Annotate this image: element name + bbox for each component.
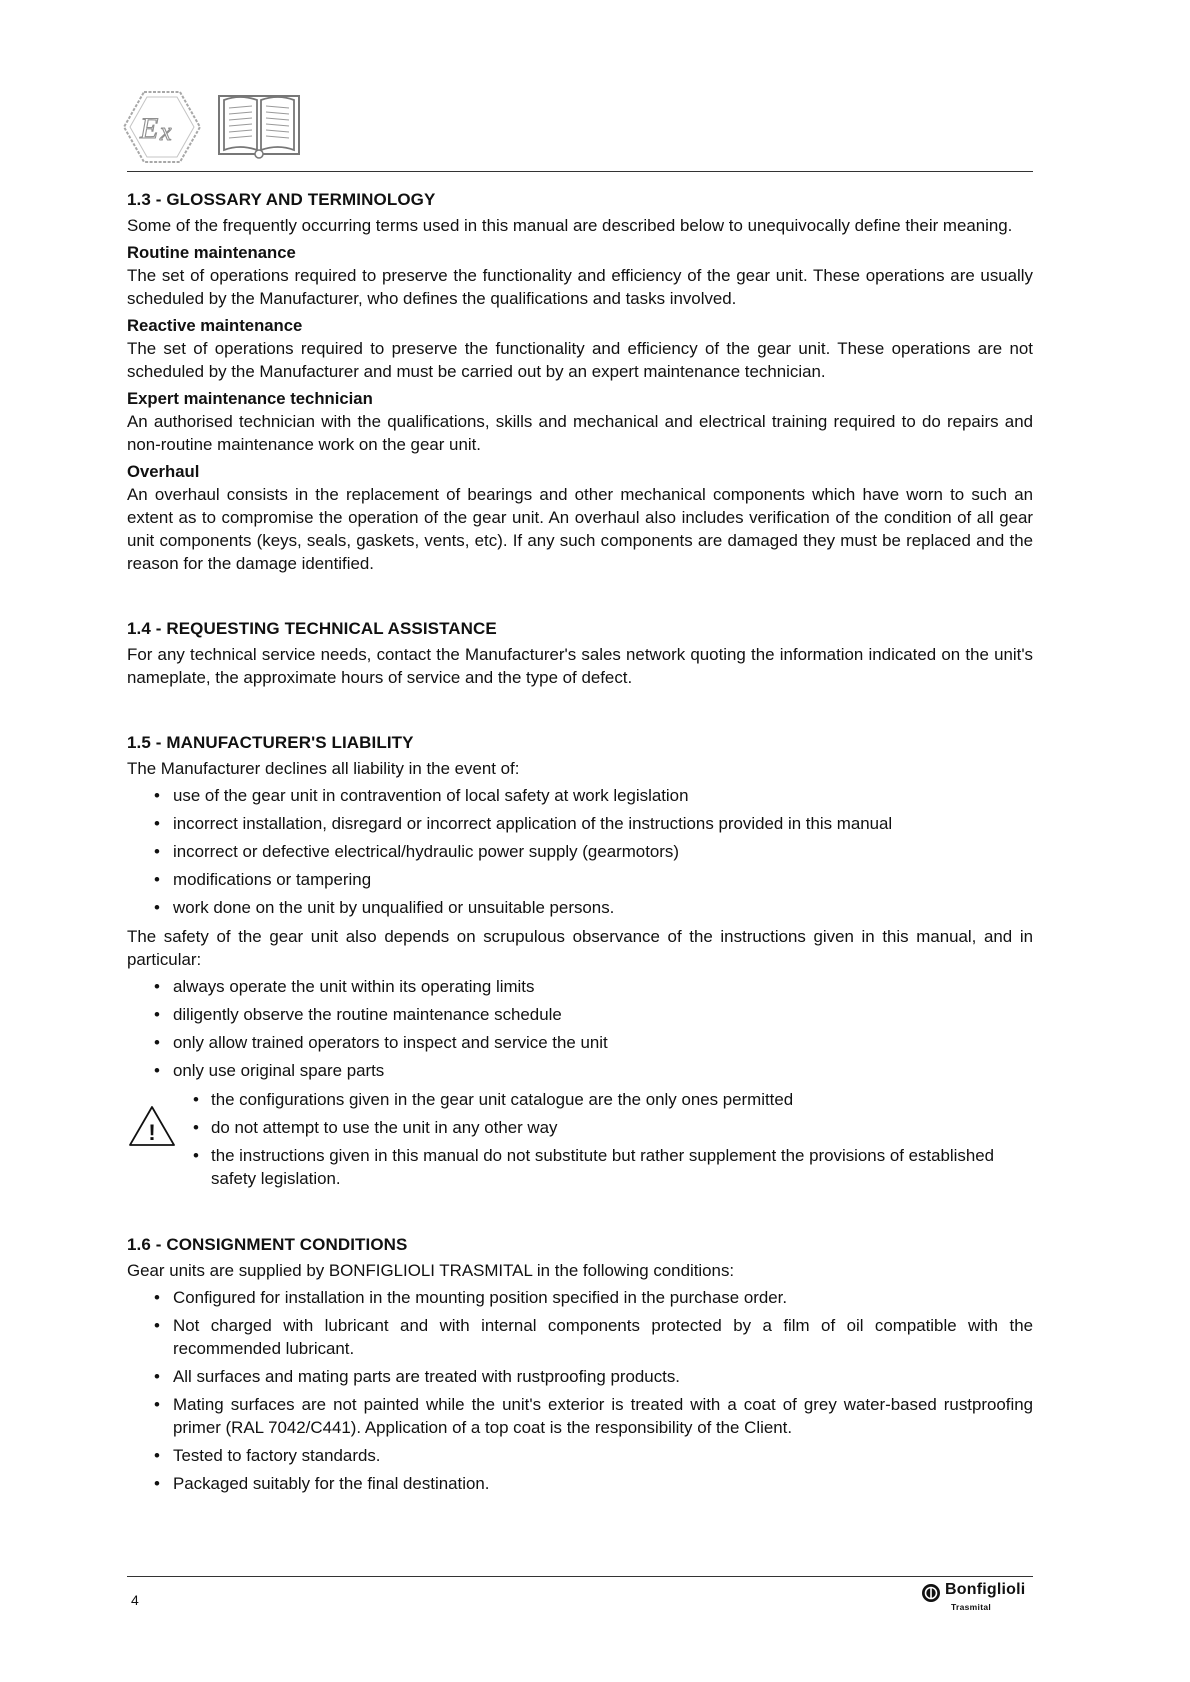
page-content [127, 188, 1033, 1501]
list-item: • modifications or tampering [127, 868, 1033, 891]
term-definition: The set of operations required to preserve the functionality and efficiency of the gear unit. These operations are not scheduled by the Manufacturer and must be carried out by an expert maintenance technician. [127, 339, 1033, 381]
list-item: • only use original spare parts [127, 1059, 1033, 1082]
brand-mark-icon [921, 1583, 941, 1603]
bonfiglioli-logo [921, 1580, 1036, 1616]
term-definition: The set of operations required to preserve the functionality and efficiency of the gear unit. These operations are usually scheduled by the Manufacturer, who defines the qualifications and tasks involved. [127, 266, 1033, 308]
consignment-intro: Gear units are supplied by BONFIGLIOLI TRASMITAL in the following conditions: [127, 1261, 735, 1280]
list-item: • incorrect installation, disregard or incorrect application of the instructions provided in this manual [127, 812, 1033, 835]
term-title: Routine maintenance [127, 243, 296, 262]
list-item: • use of the gear unit in contravention of local safety at work legislation [127, 784, 1033, 807]
atex-ex-icon [120, 88, 204, 166]
safety-intro: The safety of the gear unit also depends on scrupulous observance of the instructions given in this manual, and in particular: [127, 927, 1033, 969]
page-number: 4 [131, 1592, 139, 1608]
list-item: • Not charged with lubricant and with internal components protected by a film of oil compatible with the recommended lubricant. [127, 1314, 1033, 1360]
liability-intro: The Manufacturer declines all liability in the event of: [127, 759, 520, 778]
svg-text:x: x [160, 117, 172, 146]
list-item: • Configured for installation in the mounting position specified in the purchase order. [127, 1286, 1033, 1309]
brand-subtitle: Trasmital [951, 1602, 992, 1612]
safety-list [127, 975, 1033, 1082]
term-title: Overhaul [127, 462, 200, 481]
term-definition: An authorised technician with the qualifications, skills and mechanical and electrical training required to do repairs and non-routine maintenance work on the gear unit. [127, 412, 1033, 454]
svg-text:!: ! [148, 1120, 156, 1145]
liability-list [127, 784, 1033, 919]
footer-rule [127, 1576, 1033, 1577]
header-rule [127, 171, 1033, 172]
consignment-list [127, 1286, 1033, 1495]
warning-block [127, 1088, 1033, 1190]
section-heading-consignment: 1.6 - CONSIGNMENT CONDITIONS [127, 1235, 408, 1254]
technical-assistance-text: For any technical service needs, contact the Manufacturer's sales network quoting the information indicated on the unit's nameplate, the approximate hours of service and the type of defect. [127, 645, 1033, 687]
list-item: • Packaged suitably for the final destination. [127, 1472, 1033, 1495]
list-item: • always operate the unit within its operating limits [127, 975, 1033, 998]
term-title: Expert maintenance technician [127, 389, 373, 408]
brand-name: Bonfiglioli [945, 1581, 1026, 1598]
warning-list [127, 1088, 1033, 1190]
list-item: • only allow trained operators to inspect and service the unit [127, 1031, 1033, 1054]
list-item: • Mating surfaces are not painted while the unit's exterior is treated with a coat of grey water-based rustproofing primer (RAL 7042/C441). Application of a top coat is the responsibility of the Client. [127, 1393, 1033, 1439]
term-definition: An overhaul consists in the replacement of bearings and other mechanical components which have worn to such an extent as to compromise the operation of the gear unit. An overhaul also includes verification of the condition of all gear unit components (keys, seals, gaskets, vents, etc). If any such components are damaged they must be replaced and the reason for the damage identified. [127, 485, 1033, 573]
list-item: • incorrect or defective electrical/hydraulic power supply (gearmotors) [127, 840, 1033, 863]
list-item: • diligently observe the routine maintenance schedule [127, 1003, 1033, 1026]
section-heading-liability: 1.5 - MANUFACTURER'S LIABILITY [127, 733, 414, 752]
manual-book-icon [216, 88, 302, 160]
svg-text:E: E [140, 112, 159, 145]
warning-item: • the instructions given in this manual do not substitute but rather supplement the provisions of established safety legislation. [127, 1144, 1033, 1190]
list-item: • work done on the unit by unqualified or unsuitable persons. [127, 896, 1033, 919]
section-heading-technical-assistance: 1.4 - REQUESTING TECHNICAL ASSISTANCE [127, 619, 497, 638]
glossary-intro: Some of the frequently occurring terms used in this manual are described below to unequivocally define their meaning. [127, 216, 1013, 235]
section-heading-glossary: 1.3 - GLOSSARY AND TERMINOLOGY [127, 190, 436, 209]
warning-item: • do not attempt to use the unit in any other way [127, 1116, 1033, 1139]
list-item: • Tested to factory standards. [127, 1444, 1033, 1467]
warning-item: • the configurations given in the gear unit catalogue are the only ones permitted [127, 1088, 1033, 1111]
term-title: Reactive maintenance [127, 316, 303, 335]
list-item: • All surfaces and mating parts are treated with rustproofing products. [127, 1365, 1033, 1388]
